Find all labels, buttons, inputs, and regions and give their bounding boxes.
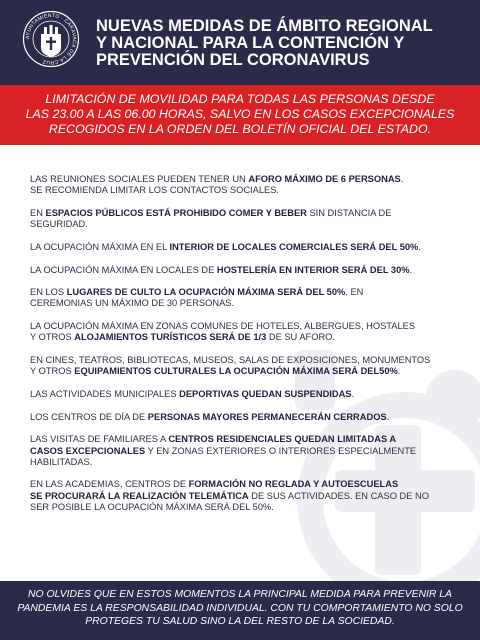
measure-text: LA OCUPACIÓN MÁXIMA EN LOCALES DE bbox=[30, 264, 217, 275]
measure-highlight: FORMACIÓN NO REGLADA Y AUTOESCUELAS bbox=[188, 479, 399, 490]
measure-item bbox=[30, 434, 470, 468]
measure-text: LOS CENTROS DE DÍA DE bbox=[30, 411, 148, 422]
measure-item bbox=[30, 174, 470, 196]
measure-text: LAS ACTIVIDADES MUNICIPALES bbox=[30, 388, 180, 399]
measure-text: LA OCUPACIÓN MÁXIMA EN ZONAS COMUNES DE HOTELES, ALBERGUES, HOSTALES bbox=[30, 321, 416, 332]
measure-highlight: CASOS EXCEPCIONALES bbox=[30, 445, 146, 456]
measure-text: Y OTROS bbox=[30, 332, 75, 343]
measure-line bbox=[30, 332, 470, 343]
measure-line bbox=[30, 265, 470, 276]
measure-item bbox=[30, 412, 470, 423]
measure-line bbox=[30, 446, 470, 457]
measure-item bbox=[30, 479, 470, 513]
footer-message bbox=[0, 581, 480, 640]
measure-line bbox=[30, 287, 470, 298]
measure-text: DE SU AFORO. bbox=[266, 332, 335, 343]
measure-highlight: EQUIPAMIENTOS CULTURALES LA OCUPACIÓN MÁXIMA SERÁ DEL50% bbox=[74, 366, 398, 377]
measure-text: Y EN ZONAS EXTERIORES O INTERIORES ESPECIALMENTE bbox=[145, 445, 417, 456]
measure-line bbox=[30, 298, 470, 309]
measure-line bbox=[30, 355, 470, 366]
measure-text: LA OCUPACIÓN MÁXIMA EN EL bbox=[30, 241, 170, 252]
measure-highlight: PERSONAS MAYORES PERMANECERÁN CERRADOS bbox=[147, 411, 387, 422]
measure-line bbox=[30, 185, 470, 196]
measure-line bbox=[30, 389, 470, 400]
measure-item bbox=[30, 287, 470, 309]
measure-line bbox=[30, 219, 470, 230]
measure-highlight: HOSTELERÍA EN INTERIOR SERÁ DEL 30% bbox=[216, 264, 410, 275]
measure-text: SER POSIBLE LA OCUPACIÓN MÁXIMA SERÁ DEL 50%. bbox=[30, 501, 274, 512]
measure-text: EN bbox=[30, 207, 46, 218]
measure-highlight: ESPACIOS PÚBLICOS ESTÁ PROHIBIDO COMER Y BEBER bbox=[45, 207, 307, 218]
measure-line bbox=[30, 242, 470, 253]
title-line: NUEVAS MEDIDAS DE ÁMBITO REGIONAL bbox=[96, 17, 433, 35]
measure-line bbox=[30, 502, 470, 513]
measure-line bbox=[30, 412, 470, 423]
measure-highlight: DEPORTIVAS QUEDAN SUSPENDIDAS bbox=[179, 388, 352, 399]
measure-text: LAS REUNIONES SOCIALES PUEDEN TENER UN bbox=[30, 174, 249, 184]
measure-text: SIN DISTANCIA DE bbox=[306, 207, 392, 218]
measure-text: . EN bbox=[345, 287, 364, 298]
footer-line: PANDEMIA ES LA RESPONSABILIDAD INDIVIDUAL. CON TU COMPORTAMIENTO NO SOLO bbox=[17, 602, 463, 614]
page-title bbox=[96, 18, 466, 69]
measure-text: SEGURIDAD. bbox=[30, 219, 88, 230]
measure-highlight: INTERIOR DE LOCALES COMERCIALES SERÁ DEL 50% bbox=[169, 241, 419, 252]
measure-line bbox=[30, 434, 470, 445]
city-seal-icon bbox=[22, 10, 80, 68]
measures-list bbox=[30, 174, 470, 525]
measure-highlight: ALOJAMIENTOS TURÍSTICOS SERÁ DE 1/3 bbox=[74, 332, 267, 343]
measure-text: LAS VISITAS DE FAMILIARES A bbox=[30, 434, 169, 445]
measure-text: . bbox=[409, 264, 413, 275]
banner-line: LIMITACIÓN DE MOVILIDAD PARA TODAS LAS PERSONAS DESDE bbox=[45, 92, 435, 106]
measure-text: . bbox=[397, 366, 401, 377]
measure-highlight: CENTROS RESIDENCIALES QUEDAN LIMITADAS A bbox=[168, 434, 397, 445]
footer-line: NO OLVIDES QUE EN ESTOS MOMENTOS LA PRINCIPAL MEDIDA PARA PREVENIR LA bbox=[27, 589, 452, 600]
title-line: PREVENCIÓN DEL CORONAVIRUS bbox=[96, 51, 370, 69]
measure-highlight: SE PROCURARÁ LA REALIZACIÓN TELEMÁTICA bbox=[30, 490, 249, 501]
footer-line: PROTEGES TU SALUD SINO LA DEL RESTO DE LA SOCIEDAD. bbox=[85, 616, 395, 627]
measure-line bbox=[30, 174, 470, 185]
measure-text: CEREMONIAS UN MÁXIMO DE 30 PERSONAS. bbox=[30, 298, 235, 309]
measure-text: Y OTROS bbox=[30, 366, 75, 377]
measure-text: SE RECOMIENDA LIMITAR LOS CONTACTOS SOCIALES. bbox=[30, 185, 279, 196]
measure-item bbox=[30, 242, 470, 253]
measure-text: HABILITADAS. bbox=[30, 456, 93, 467]
measure-line bbox=[30, 208, 470, 219]
measure-text: . bbox=[400, 174, 404, 184]
measure-item bbox=[30, 208, 470, 230]
measure-line bbox=[30, 479, 470, 490]
measure-text: EN LOS bbox=[30, 287, 67, 298]
measure-item bbox=[30, 355, 470, 377]
measure-item bbox=[30, 389, 470, 400]
measure-text: . bbox=[386, 411, 390, 422]
measure-text: DE SUS ACTIVIDADES. EN CASO DE NO bbox=[248, 490, 429, 501]
measure-item bbox=[30, 265, 470, 276]
measure-line bbox=[30, 321, 470, 332]
seal-text: AYUNTAMIENTO · CARAVACA DE LA CRUZ bbox=[24, 12, 78, 66]
header-bar bbox=[0, 0, 480, 85]
measure-line bbox=[30, 491, 470, 502]
measure-highlight: AFORO MÁXIMO DE 6 PERSONAS bbox=[248, 174, 401, 184]
measure-text: . bbox=[351, 388, 355, 399]
measure-highlight: LUGARES DE CULTO LA OCUPACIÓN MÁXIMA SERÁ DEL 50% bbox=[66, 287, 346, 298]
measure-text: EN CINES, TEATROS, BIBLIOTECAS, MUSEOS, SALAS DE EXPOSICIONES, MONUMENTOS bbox=[30, 355, 431, 366]
measure-text: EN LAS ACADEMIAS, CENTROS DE bbox=[30, 479, 189, 490]
banner-line: RECOGIDOS EN LA ORDEN DEL BOLETÍN OFICIAL DEL ESTADO. bbox=[48, 122, 432, 136]
banner-line: LAS 23.00 A LAS 06.00 HORAS, SALVO EN LOS CASOS EXCEPCIONALES bbox=[25, 107, 455, 121]
title-line: Y NACIONAL PARA LA CONTENCIÓN Y bbox=[96, 34, 405, 52]
measure-item bbox=[30, 321, 470, 343]
measure-text: . bbox=[418, 241, 421, 252]
mobility-banner bbox=[0, 85, 480, 145]
measure-line bbox=[30, 366, 470, 377]
measure-line bbox=[30, 457, 470, 468]
